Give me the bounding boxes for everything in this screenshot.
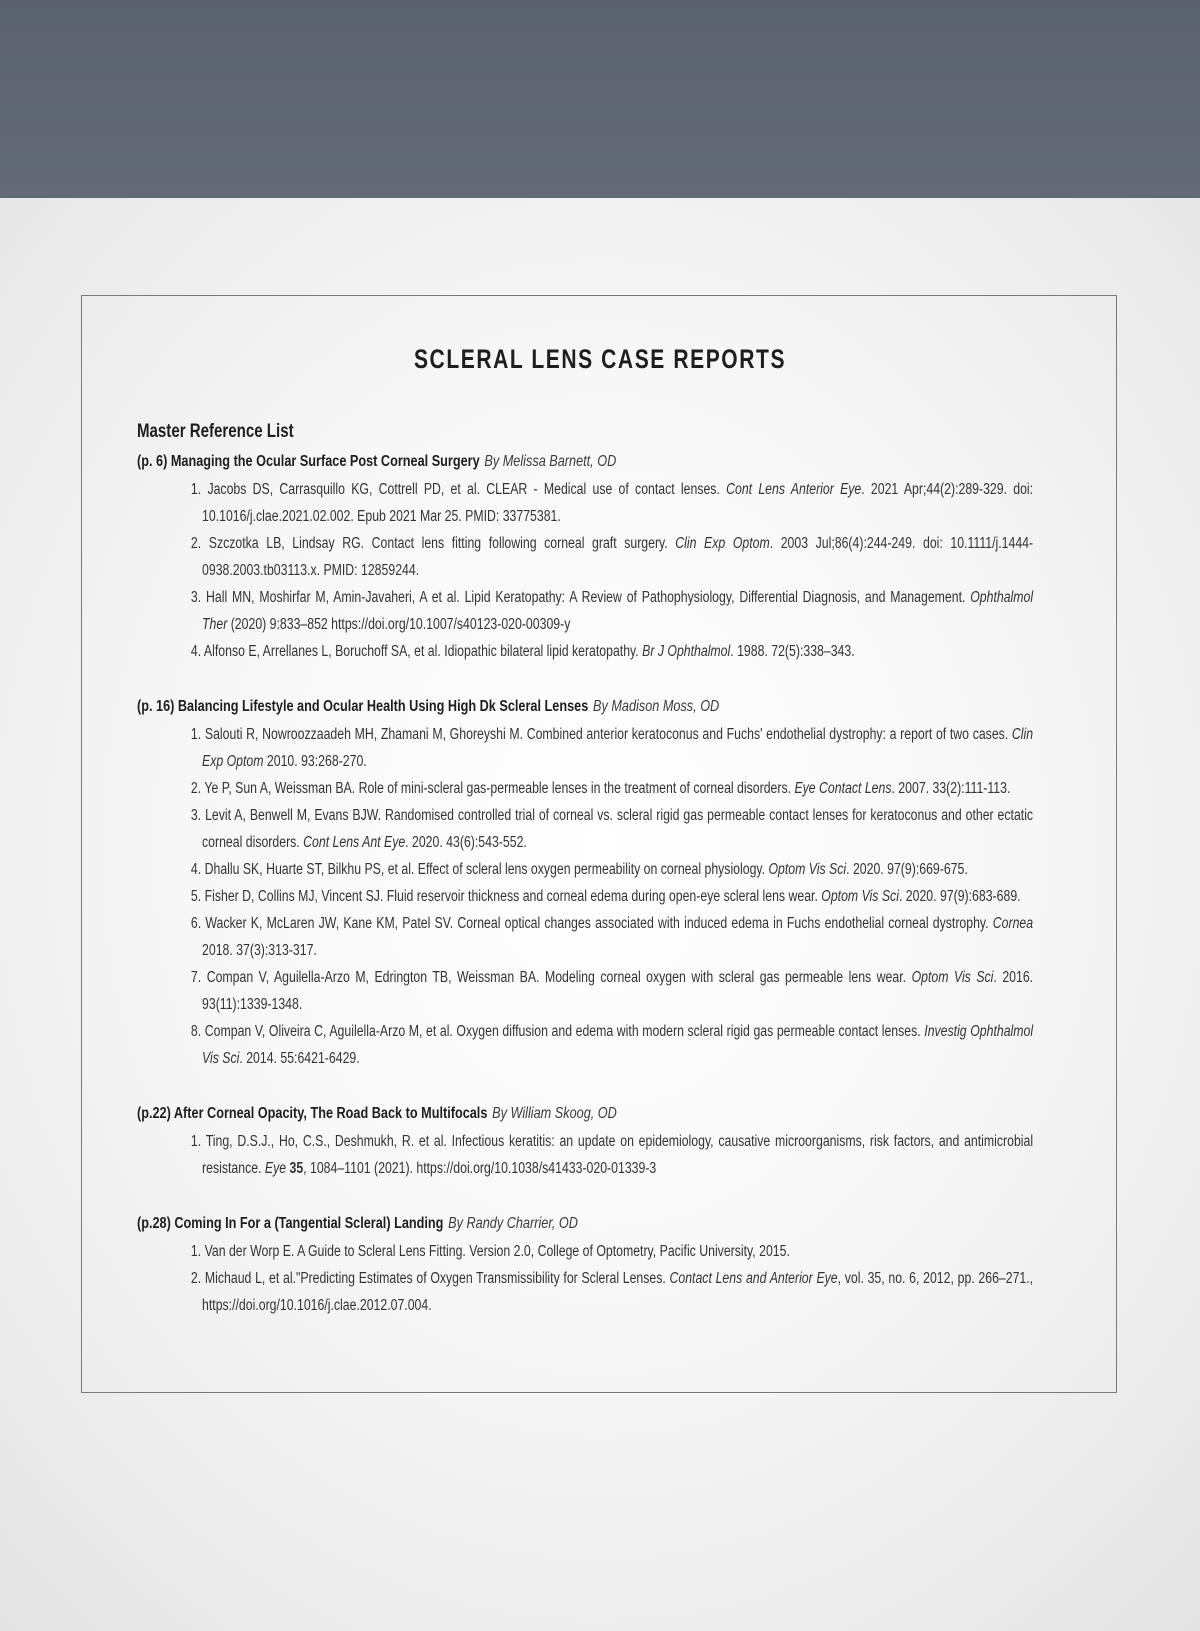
reference-item	[191, 883, 1033, 910]
reference-details: 2018. 37(3):313-317.	[202, 942, 317, 959]
reference-text: Compan V, Aguilella-Arzo M, Edrington TB, Weissman BA. Modeling corneal oxygen with scleral gas permeable lens wear.	[206, 969, 912, 986]
reference-details: , vol. 35, no. 6, 2012, pp. 266–271., https://doi.org/10.1016/j.clae.2012.07.004.	[202, 1270, 1034, 1314]
reference-number: 1.	[190, 1243, 202, 1260]
reference-text: Levit A, Benwell M, Evans BJW. Randomised controlled trial of corneal vs. scleral rigid gas permeable contact lenses for keratoconus and other ectatic corneal disorders.	[202, 807, 1034, 851]
reference-section	[137, 448, 1033, 665]
section-heading	[137, 448, 1033, 476]
reference-number: 3.	[190, 589, 202, 606]
reference-text: Dhallu SK, Huarte ST, Bilkhu PS, et al. Effect of scleral lens oxygen permeability on corneal physiology.	[204, 861, 769, 878]
reference-journal: Br J Ophthalmol	[642, 643, 731, 660]
reference-journal: Clin Exp Optom	[202, 726, 1034, 770]
reference-number: 8.	[190, 1023, 202, 1040]
reference-number: 2.	[190, 1270, 202, 1287]
reference-number: 2.	[190, 780, 202, 797]
page-title: SCLERAL LENS CASE REPORTS	[413, 344, 787, 374]
section-heading	[137, 1210, 1033, 1238]
section-author: By William Skoog, OD	[492, 1105, 617, 1122]
reference-details: . 2020. 97(9):669-675.	[846, 861, 968, 878]
master-reference-heading: Master Reference List	[137, 421, 294, 442]
reference-number: 7.	[190, 969, 202, 986]
reference-list	[137, 1128, 1033, 1182]
reference-text: Wacker K, McLaren JW, Kane KM, Patel SV. Corneal optical changes associated with induced edema in Fuchs endothelial corneal dystrophy.	[205, 915, 993, 932]
reference-section	[137, 1100, 1033, 1182]
top-banner	[0, 0, 1200, 198]
section-title: (p.28) Coming In For a (Tangential Scleral) Landing	[137, 1215, 444, 1232]
reference-number: 6.	[190, 915, 202, 932]
section-title: (p. 6) Managing the Ocular Surface Post Corneal Surgery	[137, 453, 480, 470]
reference-details: 2010. 93:268-270.	[263, 753, 367, 770]
reference-details: (2020) 9:833–852 https://doi.org/10.1007/s40123-020-00309-y	[227, 616, 571, 633]
reference-journal: Eye	[264, 1160, 287, 1177]
reference-details: . 2021 Apr;44(2):289-329. doi: 10.1016/j.clae.2021.02.002. Epub 2021 Mar 25. PMID: 33775381.	[202, 481, 1034, 525]
reference-details: , 1084–1101 (2021). https://doi.org/10.1038/s41433-020-01339-3	[303, 1160, 657, 1177]
reference-number: 4.	[190, 861, 202, 878]
reference-journal: Eye Contact Lens	[794, 780, 892, 797]
section-heading	[137, 693, 1033, 721]
reference-item	[191, 856, 1033, 883]
reference-text: Compan V, Oliveira C, Aguilella-Arzo M, et al. Oxygen diffusion and edema with modern scleral rigid gas permeable contact lenses.	[204, 1023, 925, 1040]
reference-text: Salouti R, Nowroozzaadeh MH, Zhamani M, Ghoreyshi M. Combined anterior keratoconus and Fuchs' endothelial dystrophy: a report of two cases.	[204, 726, 1012, 743]
reference-text: Alfonso E, Arrellanes L, Boruchoff SA, et al. Idiopathic bilateral lipid keratopathy.	[203, 643, 643, 660]
reference-journal: Optom Vis Sci	[911, 969, 994, 986]
reference-text: Ting, D.S.J., Ho, C.S., Deshmukh, R. et al. Infectious keratitis: an update on epidemiology, causative microorganisms, risk factors, and antimicrobial resistance.	[202, 1133, 1034, 1177]
reference-item	[191, 964, 1033, 1018]
reference-text: Hall MN, Moshirfar M, Amin-Javaheri, A et al. Lipid Keratopathy: A Review of Pathophysiology, Differential Diagnosis, and Management.	[206, 589, 971, 606]
reference-number: 1.	[190, 481, 202, 498]
reference-journal: Cont Lens Anterior Eye	[726, 481, 862, 498]
reference-item	[191, 1238, 1033, 1265]
reference-text: Michaud L, et al."Predicting Estimates of Oxygen Transmissibility for Scleral Lenses.	[204, 1270, 670, 1287]
reference-journal: Cont Lens Ant Eye	[303, 834, 406, 851]
reference-list	[137, 1238, 1033, 1319]
reference-list	[137, 721, 1033, 1072]
section-title: (p.22) After Corneal Opacity, The Road Back to Multifocals	[137, 1105, 488, 1122]
reference-journal: Cornea	[992, 915, 1034, 932]
reference-item	[191, 1128, 1033, 1182]
reference-details: . 2003 Jul;86(4):244-249. doi: 10.1111/j.1444-0938.2003.tb03113.x. PMID: 12859244.	[202, 535, 1034, 579]
reference-item	[191, 476, 1033, 530]
reference-item	[191, 638, 1033, 665]
reference-item	[191, 584, 1033, 638]
section-author: By Randy Charrier, OD	[448, 1215, 578, 1232]
reference-details: . 2020. 97(9):683-689.	[898, 888, 1021, 905]
reference-text: Ye P, Sun A, Weissman BA. Role of mini-scleral gas-permeable lenses in the treatment of corneal disorders.	[204, 780, 795, 797]
reference-details: . 2007. 33(2):111-113.	[891, 780, 1011, 797]
reference-item	[191, 1018, 1033, 1072]
reference-number: 2.	[190, 535, 202, 552]
reference-item	[191, 530, 1033, 584]
reference-text: Szczotka LB, Lindsay RG. Contact lens fitting following corneal graft surgery.	[208, 535, 676, 552]
section-heading	[137, 1100, 1033, 1128]
reference-list	[137, 476, 1033, 665]
reference-section	[137, 1210, 1033, 1319]
reference-journal: Contact Lens and Anterior Eye	[669, 1270, 838, 1287]
reference-details: . 2020. 43(6):543-552.	[405, 834, 527, 851]
reference-content	[137, 418, 1033, 1347]
reference-number: 3.	[190, 807, 202, 824]
reference-journal: Optom Vis Sci	[768, 861, 847, 878]
reference-item	[191, 910, 1033, 964]
reference-journal: Clin Exp Optom	[675, 535, 770, 552]
section-author: By Melissa Barnett, OD	[484, 453, 617, 470]
reference-item	[191, 1265, 1033, 1319]
reference-item	[191, 775, 1033, 802]
reference-sections	[137, 448, 1033, 1319]
reference-text: Jacobs DS, Carrasquillo KG, Cottrell PD, et al. CLEAR - Medical use of contact lenses.	[207, 481, 727, 498]
reference-journal: Optom Vis Sci	[821, 888, 899, 905]
reference-number: 1.	[190, 726, 202, 743]
reference-details: . 1988. 72(5):338–343.	[730, 643, 855, 660]
reference-text: Fisher D, Collins MJ, Vincent SJ. Fluid reservoir thickness and corneal edema during open-eye scleral lens wear.	[204, 888, 822, 905]
reference-section	[137, 693, 1033, 1072]
reference-number: 4.	[190, 643, 202, 660]
reference-item	[191, 802, 1033, 856]
reference-details: . 2014. 55:6421-6429.	[239, 1050, 360, 1067]
reference-volume: 35	[286, 1160, 304, 1177]
reference-text: Van der Worp E. A Guide to Scleral Lens Fitting. Version 2.0, College of Optometry, Pacific University, 2015.	[204, 1243, 790, 1260]
reference-journal: Ophthalmol Ther	[202, 589, 1034, 633]
section-author: By Madison Moss, OD	[593, 698, 720, 715]
reference-item	[191, 721, 1033, 775]
section-title: (p. 16) Balancing Lifestyle and Ocular Health Using High Dk Scleral Lenses	[137, 698, 589, 715]
reference-number: 1.	[190, 1133, 202, 1150]
reference-details: . 2016. 93(11):1339-1348.	[202, 969, 1034, 1013]
reference-number: 5.	[190, 888, 202, 905]
reference-journal: Investig Ophthalmol Vis Sci	[202, 1023, 1034, 1067]
